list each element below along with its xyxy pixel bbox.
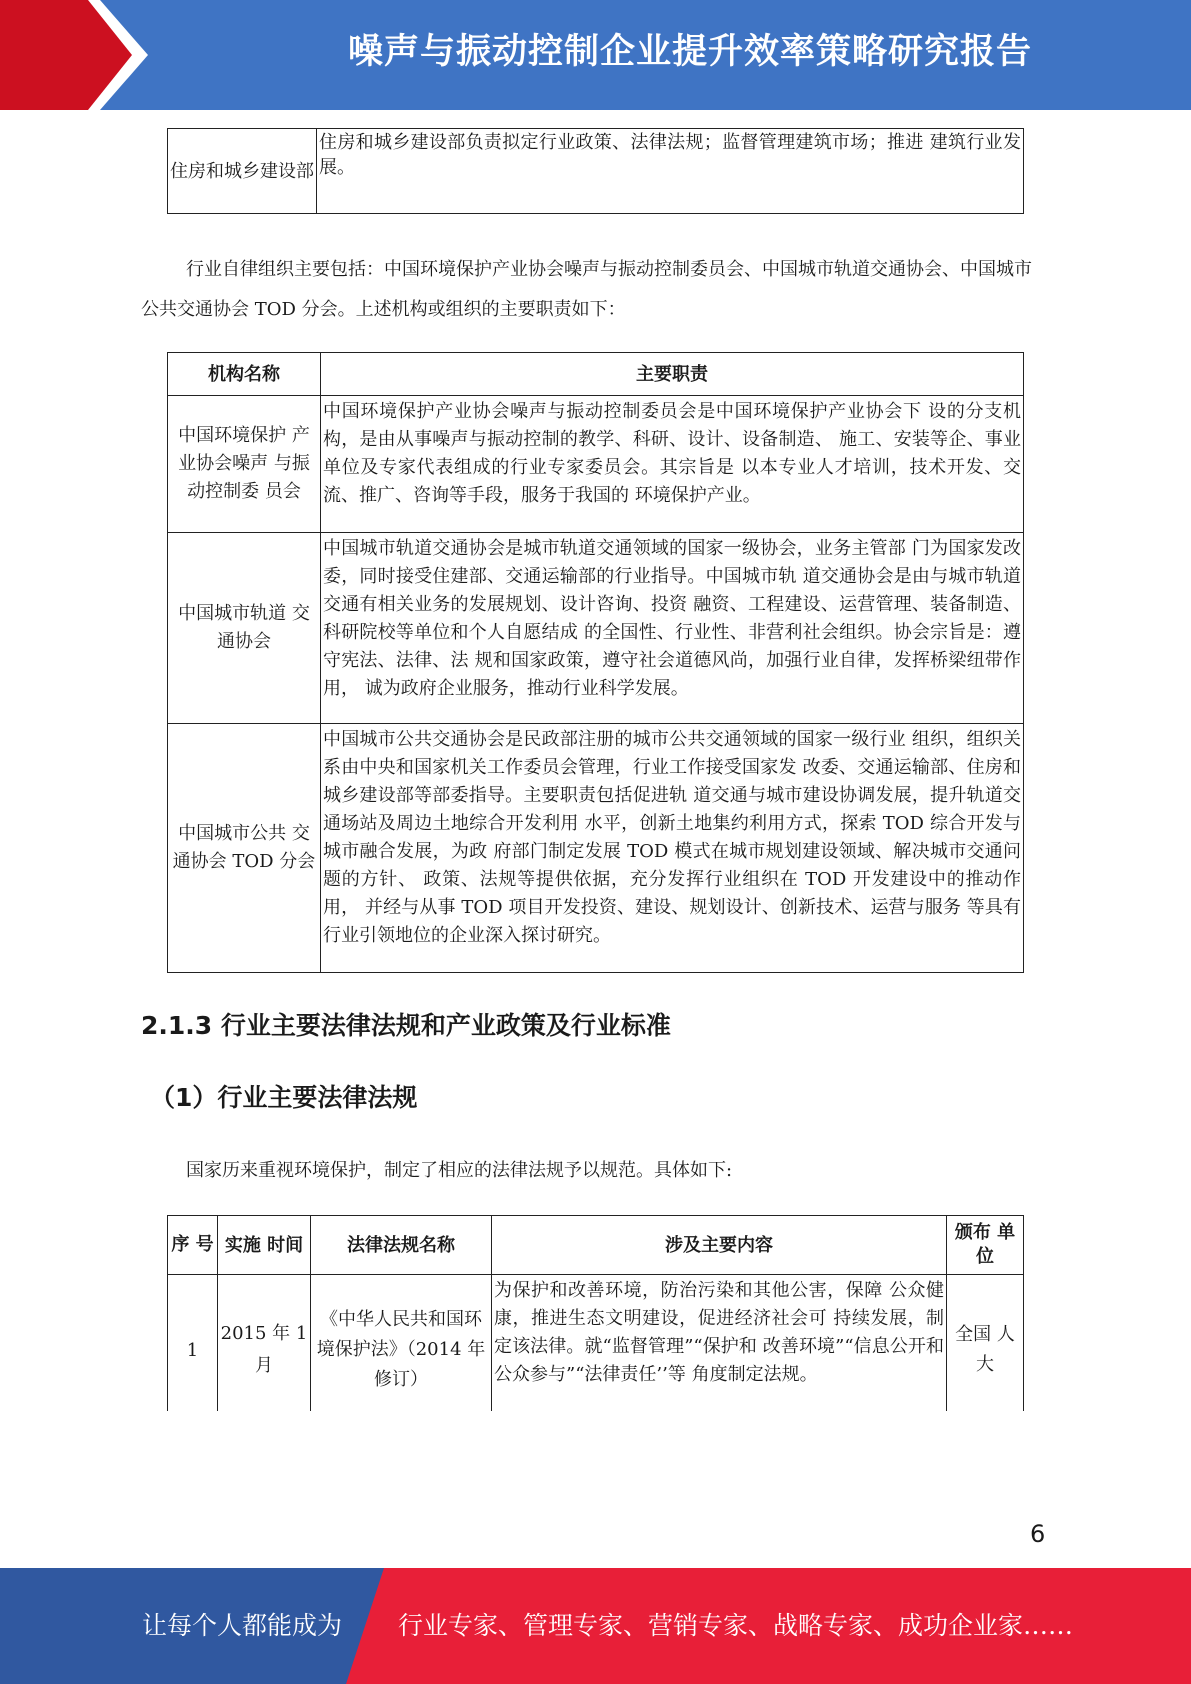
- column-header-time: 实施 时间: [218, 1216, 311, 1275]
- law-name-cell: 《中华人民共和国环境保护法》（2014 年修订）: [311, 1275, 492, 1412]
- org-name-cell: 中国城市公共 交通协会 TOD 分会: [168, 724, 321, 973]
- table-row: [168, 724, 1024, 973]
- table-row: [168, 1275, 1024, 1412]
- column-header-issuer: 颁布 单位: [947, 1216, 1024, 1275]
- subsection-heading-laws: （1）行业主要法律法规: [150, 1083, 418, 1112]
- ministry-table: [167, 128, 1024, 214]
- column-header-duty: 主要职责: [321, 353, 1024, 396]
- table-header-row: [168, 1216, 1024, 1275]
- footer-lead-text: 让每个人都能成为: [142, 1611, 343, 1640]
- effective-time-cell: 2015 年 1月: [218, 1275, 311, 1412]
- table-header-row: [168, 353, 1024, 396]
- column-header-no: 序 号: [168, 1216, 218, 1275]
- table-row: [168, 129, 1024, 214]
- page-number: 6: [1030, 1520, 1046, 1548]
- laws-table-clip: [167, 1215, 1027, 1411]
- duty-cell: 中国环境保护产业协会噪声与振动控制委员会是中国环境保护产业协会下 设的分支机构，是由从事噪声与振动控制的教学、科研、设计、设备制造、 施工、安装等企、事业单位及专家代表组成的行业专家委员会。其宗旨是 以本专业人才培训，技术开发、交流、推广、咨询等手段，服务于我国的 环境保护产业。: [321, 396, 1024, 533]
- column-header-org: 机构名称: [168, 353, 321, 396]
- duty-cell: 中国城市公共交通协会是民政部注册的城市公共交通领域的国家一级行业 组织，组织关系由中央和国家机关工作委员会管理，行业工作接受国家发 改委、交通运输部、住房和城乡建设部等部委指导。主要职责包括促进轨 道交通与城市建设协调发展，提升轨道交通场站及周边土地综合开发利用 水平，创新土地集约利用方式，探索 TOD 综合开发与城市融合发展，为政 府部门制定发展 TOD 模式在城市规划建设领域、解决城市交通问题的方针、 政策、法规等提供依据，充分发挥行业组织在 TOD 开发建设中的推动作用， 并经与从事 TOD 项目开发投资、建设、规划设计、创新技术、运营与服务 等具有行业引领地位的企业深入探讨研究。: [321, 724, 1024, 973]
- issuer-cell: 全国 人大: [947, 1275, 1024, 1412]
- duty-cell: 中国城市轨道交通协会是城市轨道交通领域的国家一级协会，业务主管部 门为国家发改委，同时接受住建部、交通运输部的行业指导。中国城市轨 道交通协会是由与城市轨道交通有相关业务的发展规划、设计咨询、投资 融资、工程建设、运营管理、装备制造、科研院校等单位和个人自愿结成 的全国性、行业性、非营利社会组织。协会宗旨是：遵守宪法、法律、法 规和国家政策，遵守社会道德风尚，加强行业自律，发挥桥梁纽带作用， 诚为政府企业服务，推动行业科学发展。: [321, 533, 1024, 724]
- laws-table: [167, 1215, 1024, 1411]
- table-row: [168, 533, 1024, 724]
- duty-cell: 住房和城乡建设部负责拟定行业政策、法律法规；监督管理建筑市场；推进 建筑行业发展。: [317, 129, 1024, 214]
- organizations-table: [167, 352, 1024, 973]
- report-title: 噪声与振动控制企业提升效率策略研究报告: [347, 32, 1032, 72]
- self-regulation-paragraph: 行业自律组织主要包括：中国环境保护产业协会噪声与振动控制委员会、中国城市轨道交通协会、中国城市公共交通协会 TOD 分会。上述机构或组织的主要职责如下：: [141, 259, 1032, 320]
- header-arrow-decoration: [0, 0, 160, 110]
- org-name-cell: 中国环境保护 产业协会噪声 与振动控制委 员会: [168, 396, 321, 533]
- org-name-cell: 中国城市轨道 交通协会: [168, 533, 321, 724]
- page-header: [0, 0, 1191, 110]
- footer-slogan: 行业专家、管理专家、营销专家、战略专家、成功企业家……: [398, 1611, 1074, 1640]
- laws-intro-paragraph: 国家历来重视环境保护，制定了相应的法律法规予以规范。具体如下:: [186, 1160, 733, 1181]
- page-footer: [0, 1568, 1191, 1684]
- column-header-content: 涉及主要内容: [492, 1216, 947, 1275]
- row-number-cell: 1: [168, 1275, 218, 1412]
- section-heading-2-1-3: 2.1.3 行业主要法律法规和产业政策及行业标准: [141, 1011, 671, 1040]
- org-name-cell: 住房和城乡建设部: [168, 129, 317, 214]
- table-row: [168, 396, 1024, 533]
- column-header-name: 法律法规名称: [311, 1216, 492, 1275]
- law-content-cell: 为保护和改善环境，防治污染和其他公害，保障 公众健康，推进生态文明建设，促进经济社会可 持续发展，制定该法律。就“监督管理”“保护和 改善环境”“信息公开和公众参与”“法律责任’’等 角度制定法规。: [492, 1275, 947, 1412]
